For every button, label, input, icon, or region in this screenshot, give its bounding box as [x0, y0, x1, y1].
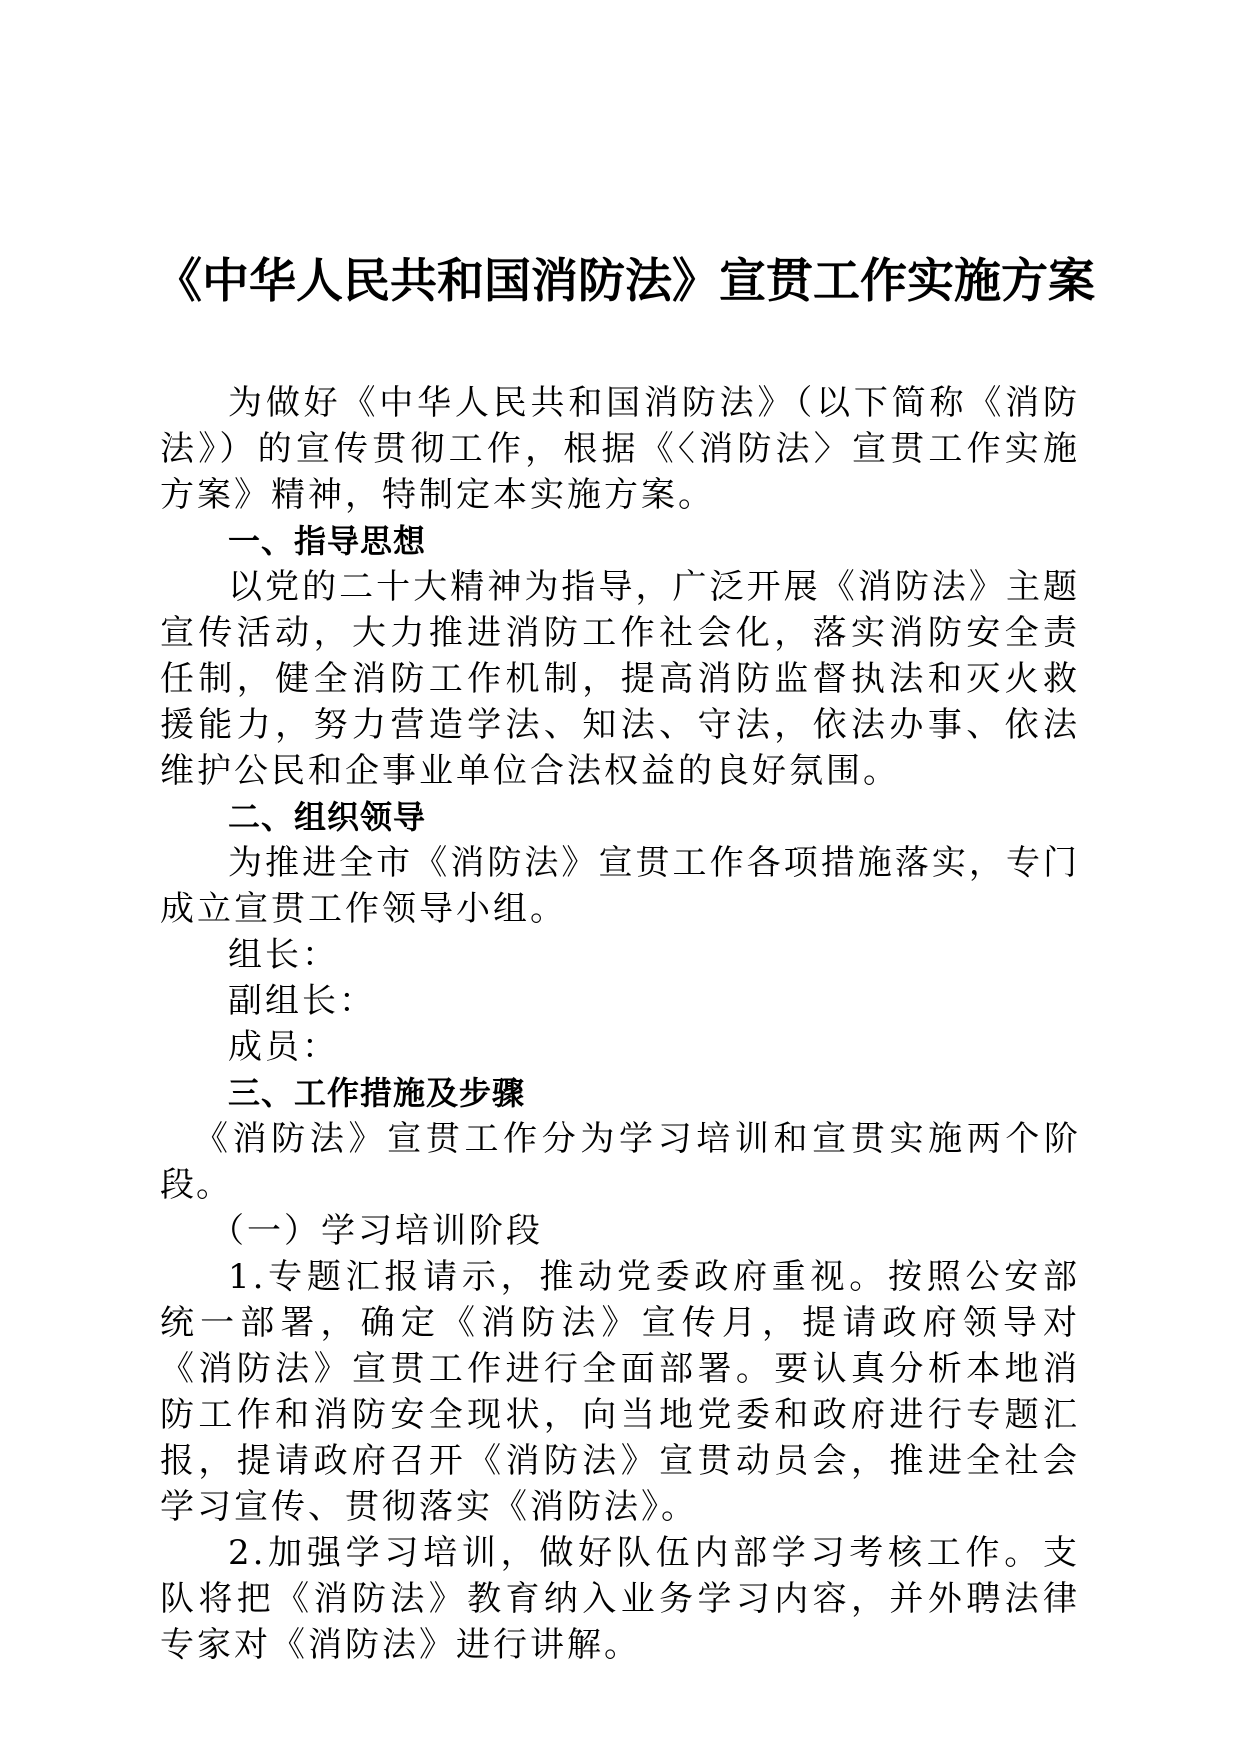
members-label: 成员： [228, 1027, 339, 1067]
document-title: 《中华人民共和国消防法》宣贯工作实施方案 [155, 254, 1095, 309]
measures-paragraph: 《消防法》宣贯工作分为学习培训和宣贯实施两个阶段。 [160, 1119, 1080, 1205]
stage1-heading: （一）学习培训阶段 [210, 1211, 543, 1251]
section-heading-organization: 二、组织领导 [228, 798, 427, 836]
leader-label: 组长： [228, 935, 339, 975]
section-heading-guiding-thought: 一、指导思想 [228, 522, 427, 560]
section-heading-measures: 三、工作措施及步骤 [228, 1074, 526, 1112]
guiding-thought-paragraph: 以党的二十大精神为指导，广泛开展《消防法》主题宣传活动，大力推进消防工作社会化，落实消防安全责任制，健全消防工作机制，提高消防监督执法和灭火救援能力，努力营造学法、知法、守法，依法办事、依法维护公民和企事业单位合法权益的良好氛围。 [160, 567, 1080, 791]
measures-item-1: 1.专题汇报请示，推动党委政府重视。按照公安部统一部署，确定《消防法》宣传月，提请政府领导对《消防法》宣贯工作进行全面部署。要认真分析本地消防工作和消防安全现状，向当地党委和政府进行专题汇报，提请政府召开《消防法》宣贯动员会，推进全社会学习宣传、贯彻落实《消防法》。 [160, 1257, 1080, 1527]
organization-paragraph: 为推进全市《消防法》宣贯工作各项措施落实，专门成立宣贯工作领导小组。 [160, 843, 1080, 929]
measures-item-2: 2.加强学习培训，做好队伍内部学习考核工作。支队将把《消防法》教育纳入业务学习内容，并外聘法律专家对《消防法》进行讲解。 [160, 1533, 1080, 1665]
deputy-leader-label: 副组长： [228, 981, 376, 1021]
document-body [160, 380, 1080, 1668]
intro-paragraph: 为做好《中华人民共和国消防法》（以下简称《消防法》）的宣传贯彻工作，根据《〈消防法〉宣贯工作实施方案》精神，特制定本实施方案。 [160, 383, 1080, 515]
